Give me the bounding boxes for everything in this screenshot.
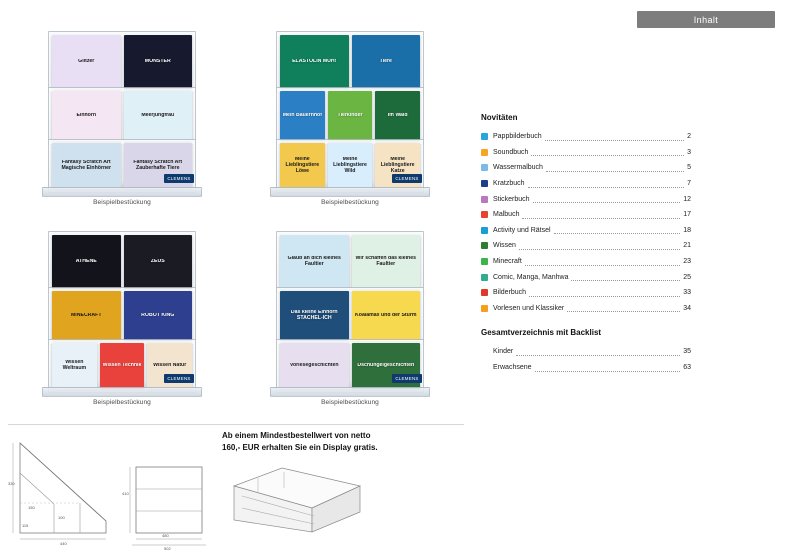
toc-item-label: Wassermalbuch: [493, 164, 543, 172]
toc-item-label: Kinder: [493, 348, 514, 356]
color-swatch-icon: [481, 242, 488, 249]
leader-dots: [533, 195, 681, 203]
color-swatch-icon: [481, 180, 488, 187]
toc-item-label: Minecraft: [493, 258, 522, 266]
leader-dots: [571, 273, 680, 281]
book: [375, 91, 420, 141]
toc-item-pappbilderbuch[interactable]: [481, 129, 691, 145]
display-item: [236, 8, 464, 208]
leader-dots: [545, 133, 684, 141]
color-swatch-icon: [481, 133, 488, 140]
book: [328, 143, 373, 189]
book: [280, 235, 349, 289]
book-title: ZEUS: [150, 259, 165, 265]
book: [52, 343, 97, 389]
book-title: Koalamax und der Sturm: [355, 313, 417, 319]
leader-dots: [546, 164, 684, 172]
display-stand: [270, 229, 430, 397]
toc-item-page: 25: [683, 273, 691, 281]
color-swatch-icon: [481, 196, 488, 203]
toc-item-page: 2: [687, 133, 691, 141]
toc-item-label: Pappbilderbuch: [493, 133, 542, 141]
front-view-svg: [122, 429, 216, 549]
dimension-label: 150: [28, 505, 35, 510]
toc-item-page: 34: [683, 304, 691, 312]
book-title: Glaub an dich kleines Faultier: [287, 256, 341, 267]
leader-dots: [535, 364, 681, 372]
toc-item-page: 3: [687, 148, 691, 156]
color-swatch-icon: [481, 227, 488, 234]
toc-item-label: Comic, Manga, Manhwa: [493, 273, 569, 281]
stand-tier-back: [48, 31, 196, 93]
book-title: MINECRAFT: [70, 313, 102, 319]
book: [124, 235, 193, 289]
toc-item-page: 18: [683, 226, 691, 234]
toc-item-stickerbuch[interactable]: [481, 191, 691, 207]
book-title: Tiere: [379, 59, 392, 65]
toc-item-label: Malbuch: [493, 211, 520, 219]
book-title: Wissen Technik: [102, 363, 142, 369]
dimension-label: 410: [122, 491, 129, 496]
book: [52, 35, 121, 89]
toc-item-activity-und-raetsel[interactable]: [481, 223, 691, 239]
toc-secondary-title: Gesamtverzeichnis mit Backlist: [481, 328, 602, 338]
stand-tier-middle: [48, 87, 196, 145]
book: [352, 235, 421, 289]
book-title: Im Wald: [387, 113, 408, 119]
toc-item-wassermalbuch[interactable]: [481, 160, 691, 176]
toc-item-comic-manga-manhwa[interactable]: [481, 269, 691, 285]
stand-tier-middle: [48, 287, 196, 345]
toc-item-page: 21: [683, 242, 691, 250]
book-title: Mein Bauernhof: [282, 113, 322, 119]
toc-item-label: Stickerbuch: [493, 195, 530, 203]
display-caption: Beispielbestückung: [321, 199, 379, 206]
leader-dots: [554, 226, 681, 234]
toc-item-page: 17: [683, 211, 691, 219]
dimension-label: 330: [8, 481, 15, 486]
stand-tier-front: [276, 139, 424, 193]
stand-base: [270, 387, 430, 397]
book: [352, 291, 421, 341]
book: [52, 291, 121, 341]
toc-item-label: Kratzbuch: [493, 180, 525, 188]
leader-dots: [567, 304, 680, 312]
toc-item-page: 7: [687, 180, 691, 188]
book: [52, 143, 121, 189]
stand-tier-back: [48, 231, 196, 293]
stand-tier-middle: [276, 87, 424, 145]
display-item: [8, 8, 236, 208]
min-order-note-line1: Ab einem Mindestbestellwert von netto: [222, 431, 371, 440]
toc-item-page: 35: [683, 348, 691, 356]
dimension-label: 502: [164, 546, 171, 551]
toc-item-vorlesen-und-klassiker[interactable]: [481, 301, 691, 317]
toc-item-page: 33: [683, 289, 691, 297]
toc-item-wissen[interactable]: [481, 238, 691, 254]
book-title: Fantasy Scratch Art Zauberhafte Tiere: [133, 160, 183, 171]
toc-item-label: Soundbuch: [493, 148, 529, 156]
color-swatch-icon: [481, 274, 488, 281]
leader-dots: [522, 211, 680, 219]
book-title: Tierkinder: [337, 113, 363, 119]
toc-title: Novitäten: [481, 113, 518, 122]
toc-item-label: Bilderbuch: [493, 289, 527, 297]
book-title: Wissen Natur: [153, 363, 187, 369]
display-caption: Beispielbestückung: [93, 399, 151, 406]
toc-item-page: 63: [683, 364, 691, 372]
color-swatch-icon: [481, 289, 488, 296]
dimension-label: 480: [162, 533, 169, 538]
toc-item-label: Activity und Rätsel: [493, 226, 551, 234]
book: [280, 35, 349, 89]
leader-dots: [529, 289, 680, 297]
book: [280, 143, 325, 189]
inhalt-tab[interactable]: Inhalt: [637, 11, 775, 28]
brand-label: CLEMENS: [164, 374, 194, 383]
book-title: Wissen Weltraum: [62, 360, 87, 371]
dimension-label: 440: [60, 541, 67, 546]
book: [280, 343, 349, 389]
contents-panel: [470, 0, 792, 560]
display-isometric-svg: [222, 458, 372, 536]
color-swatch-icon: [481, 149, 488, 156]
book-title: Dschungelgeschichten: [357, 363, 415, 369]
display-item: [236, 208, 464, 408]
color-swatch-icon: [481, 164, 488, 171]
toc-item-label: Vorlesen und Klassiker: [493, 304, 565, 312]
display-stand: [42, 29, 202, 197]
book-title: Wir schaffen das kleines Faultier: [355, 256, 416, 267]
table-of-contents: [481, 113, 691, 375]
color-swatch-icon: [481, 305, 488, 312]
book-title: Meerjungfrau: [141, 113, 175, 119]
book: [280, 291, 349, 341]
toc-item-page: 5: [687, 164, 691, 172]
toc-item-malbuch[interactable]: [481, 207, 691, 223]
stand-tier-back: [276, 31, 424, 93]
stand-tier-front: [48, 139, 196, 193]
technical-note-block: [222, 429, 460, 557]
book-title: ROBOT KING: [141, 313, 175, 319]
book-title: Das kleine Einhorn STACHEL-ICH: [290, 310, 338, 321]
display-caption: Beispielbestückung: [321, 399, 379, 406]
book: [280, 91, 325, 141]
book-title: Meine Lieblingstiere Wild: [333, 157, 367, 174]
dimension-label: 100: [58, 515, 65, 520]
book-title: ELASTOLIN MUH!: [292, 59, 337, 65]
color-swatch-icon: [481, 211, 488, 218]
book: [124, 291, 193, 341]
leader-dots: [531, 148, 684, 156]
toc-item-soundbuch[interactable]: [481, 145, 691, 161]
leader-dots: [519, 242, 680, 250]
leader-dots: [528, 180, 685, 188]
toc-item-kinder[interactable]: [481, 344, 691, 360]
toc-item-kratzbuch[interactable]: [481, 176, 691, 192]
book-title: Meine Lieblingstiere Löwe: [285, 157, 320, 174]
book-title: ATHENE: [75, 259, 97, 265]
book-title: MONSTER: [144, 59, 171, 65]
toc-item-bilderbuch[interactable]: [481, 285, 691, 301]
book: [124, 91, 193, 141]
toc-item-page: 12: [683, 195, 691, 203]
brand-label: CLEMENS: [164, 174, 194, 183]
book-title: Vorlesegeschichten: [289, 363, 339, 369]
book-title: Meine Lieblingstiere Katze: [380, 157, 415, 174]
stand-tier-middle: [276, 287, 424, 345]
book: [100, 343, 145, 389]
color-swatch-icon: [481, 258, 488, 265]
display-stand: [42, 229, 202, 397]
brand-label: CLEMENS: [392, 374, 422, 383]
book: [352, 35, 421, 89]
book: [52, 235, 121, 289]
toc-item-erwachsene[interactable]: [481, 360, 691, 376]
book-title: Fantasy Scratch Art Magische Einhörner: [61, 160, 112, 171]
stand-base: [270, 187, 430, 197]
book: [328, 91, 373, 141]
toc-item-label: Wissen: [493, 242, 516, 250]
leader-dots: [516, 348, 680, 356]
brand-label: CLEMENS: [392, 174, 422, 183]
display-item: [8, 208, 236, 408]
display-caption: Beispielbestückung: [93, 199, 151, 206]
display-stand: [270, 29, 430, 197]
toc-item-label: Erwachsene: [493, 364, 532, 372]
technical-drawing-front-view: [122, 429, 216, 557]
stand-base: [42, 187, 202, 197]
technical-drawings-row: [8, 424, 464, 557]
display-grid: [8, 8, 464, 408]
book: [52, 91, 121, 141]
stand-tier-front: [276, 339, 424, 393]
leader-dots: [525, 258, 680, 266]
technical-drawing-side-view: [8, 429, 116, 557]
stand-base: [42, 387, 202, 397]
side-view-svg: [8, 429, 116, 549]
book-title: Einhorn: [76, 113, 97, 119]
stand-tier-front: [48, 339, 196, 393]
min-order-note-line2: 160,- EUR erhalten Sie ein Display gratis.: [222, 442, 378, 452]
dimension-label: 115: [22, 523, 29, 528]
book: [124, 35, 193, 89]
toc-item-minecraft[interactable]: [481, 254, 691, 270]
toc-item-page: 23: [683, 258, 691, 266]
book-title: Glitzer: [78, 59, 95, 65]
stand-tier-back: [276, 231, 424, 293]
